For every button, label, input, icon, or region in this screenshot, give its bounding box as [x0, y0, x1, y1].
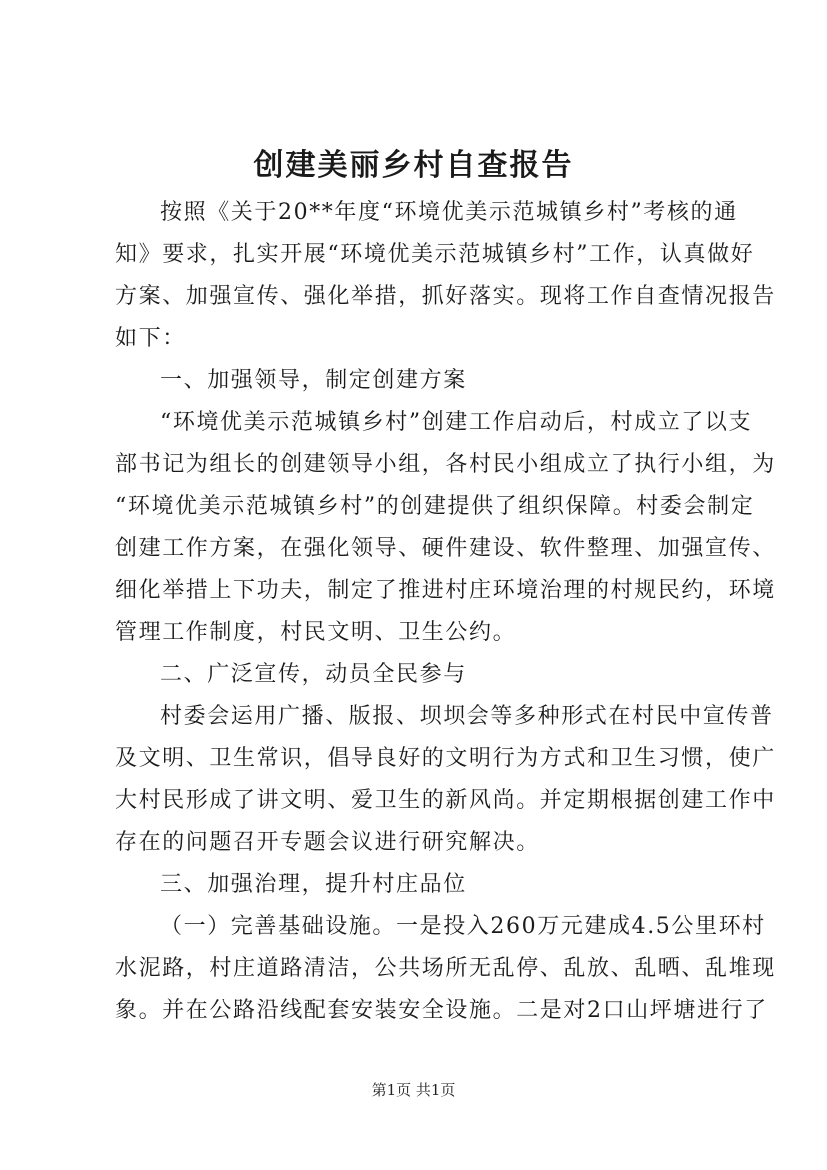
paragraph-line: 创建工作方案，在强化领导、硬件建设、软件整理、加强宣传、 — [115, 536, 776, 561]
paragraph-line: 管理工作制度，村民文明、卫生公约。 — [115, 620, 517, 645]
paragraph-line: “环境优美示范城镇乡村”的创建提供了组织保障。村委会制定 — [115, 494, 755, 519]
paragraph-line: 大村民形成了讲文明、爱卫生的新风尚。并定期根据创建工作中 — [115, 788, 776, 813]
paragraph-line: 按照《关于20**年度“环境优美示范城镇乡村”考核的通 — [160, 200, 738, 225]
document-title: 创建美丽乡村自查报告 — [253, 148, 574, 183]
paragraph-line: 象。并在公路沿线配套安装安全设施。二是对2口山坪塘进行了 — [115, 998, 768, 1023]
paragraph-line: 方案、加强宣传、强化举措，抓好落实。现将工作自查情况报告 — [115, 284, 776, 309]
paragraph-line: 知》要求，扎实开展“环境优美示范城镇乡村”工作，认真做好 — [115, 242, 755, 267]
section-heading: 一、加强领导，制定创建方案 — [160, 368, 467, 393]
paragraph-line: 水泥路，村庄道路清洁，公共场所无乱停、乱放、乱晒、乱堆现 — [115, 956, 776, 981]
paragraph-line: “环境优美示范城镇乡村”创建工作启动后，村成立了以支 — [160, 410, 753, 435]
paragraph-line: （一）完善基础设施。一是投入260万元建成4.5公里环村 — [160, 914, 766, 939]
paragraph-line: 部书记为组长的创建领导小组，各村民小组成立了执行小组，为 — [115, 452, 776, 477]
paragraph-line: 细化举措上下功夫，制定了推进村庄环境治理的村规民约，环境 — [115, 578, 776, 603]
section-heading: 二、广泛宣传，动员全民参与 — [160, 662, 467, 687]
section-heading: 三、加强治理，提升村庄品位 — [160, 872, 467, 897]
page-footer: 第1页 共1页 — [371, 1081, 456, 1099]
paragraph-line: 及文明、卫生常识，倡导良好的文明行为方式和卫生习惯，使广 — [115, 746, 776, 771]
paragraph-line: 存在的问题召开专题会议进行研究解决。 — [115, 830, 540, 855]
paragraph-line: 如下： — [115, 326, 186, 351]
paragraph-line: 村委会运用广播、版报、坝坝会等多种形式在村民中宣传普 — [160, 704, 774, 729]
